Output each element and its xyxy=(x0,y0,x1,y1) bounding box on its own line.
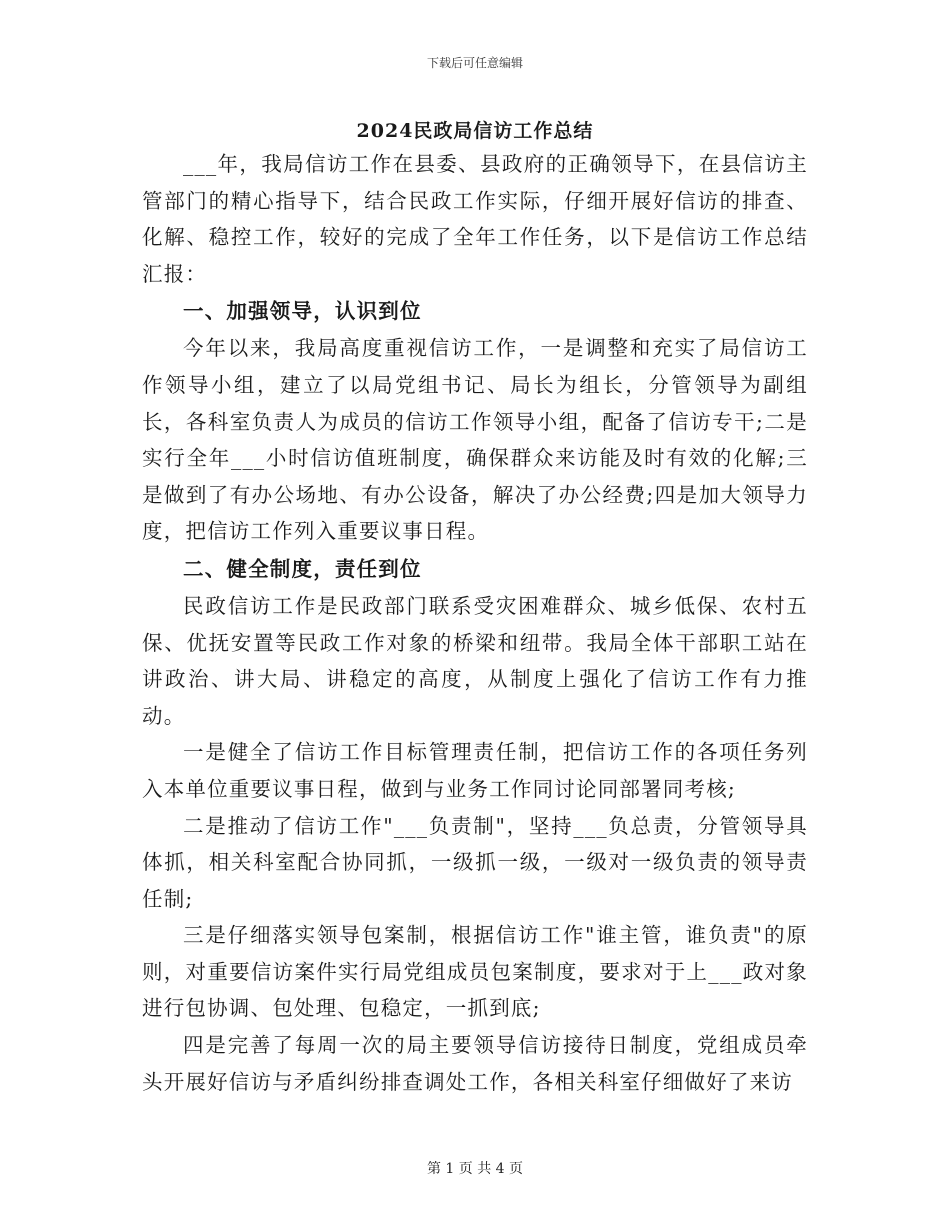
section-heading-1: 一、加强领导，认识到位 xyxy=(183,299,422,324)
section2-paragraph: 二是推动了信访工作"___负责制"，坚持___负总责，分管领导具体抓，相关科室配合协同抓，一级抓一级，一级对一级负责的领导责任制; xyxy=(142,813,808,911)
header-note: 下载后可任意编辑 xyxy=(426,56,523,70)
section-heading-2: 二、健全制度，责任到位 xyxy=(183,556,422,581)
page-number: 第 1 页 共 4 页 xyxy=(426,1161,524,1177)
section1-paragraph: 今年以来，我局高度重视信访工作，一是调整和充实了局信访工作领导小组，建立了以局党组书记、局长为组长，分管领导为副组长，各科室负责人为成员的信访工作领导小组，配备了信访专干;二是实行全年___小时信访值班制度，确保群众来访能及时有效的化解;三是做到了有办公场地、有办公设备，解决了办公经费;四是加大领导力度，把信访工作列入重要议事日程。 xyxy=(142,336,808,544)
section2-paragraph: 一是健全了信访工作目标管理责任制，把信访工作的各项任务列入本单位重要议事日程，做到与业务工作同讨论同部署同考核; xyxy=(142,740,808,801)
intro-paragraph: ___年，我局信访工作在县委、县政府的正确领导下，在县信访主管部门的精心指导下，结合民政工作实际，仔细开展好信访的排查、化解、稳控工作，较好的完成了全年工作任务，以下是信访工作总结汇报： xyxy=(142,152,808,286)
section2-paragraph: 四是完善了每周一次的局主要领导信访接待日制度，党组成员牵头开展好信访与矛盾纠纷排查调处工作，各相关科室仔细做好了来访 xyxy=(142,1033,808,1094)
section2-paragraph: 三是仔细落实领导包案制，根据信访工作"谁主管，谁负责"的原则，对重要信访案件实行局党组成员包案制度，要求对于上___政对象进行包协调、包处理、包稳定，一抓到底; xyxy=(142,923,808,1021)
page-title: 2024民政局信访工作总结 xyxy=(356,120,594,142)
document-body xyxy=(142,146,808,1100)
section2-paragraph: 民政信访工作是民政部门联系受灾困难群众、城乡低保、农村五保、优抚安置等民政工作对象的桥梁和纽带。我局全体干部职工站在讲政治、讲大局、讲稳定的高度，从制度上强化了信访工作有力推动。 xyxy=(142,593,808,728)
